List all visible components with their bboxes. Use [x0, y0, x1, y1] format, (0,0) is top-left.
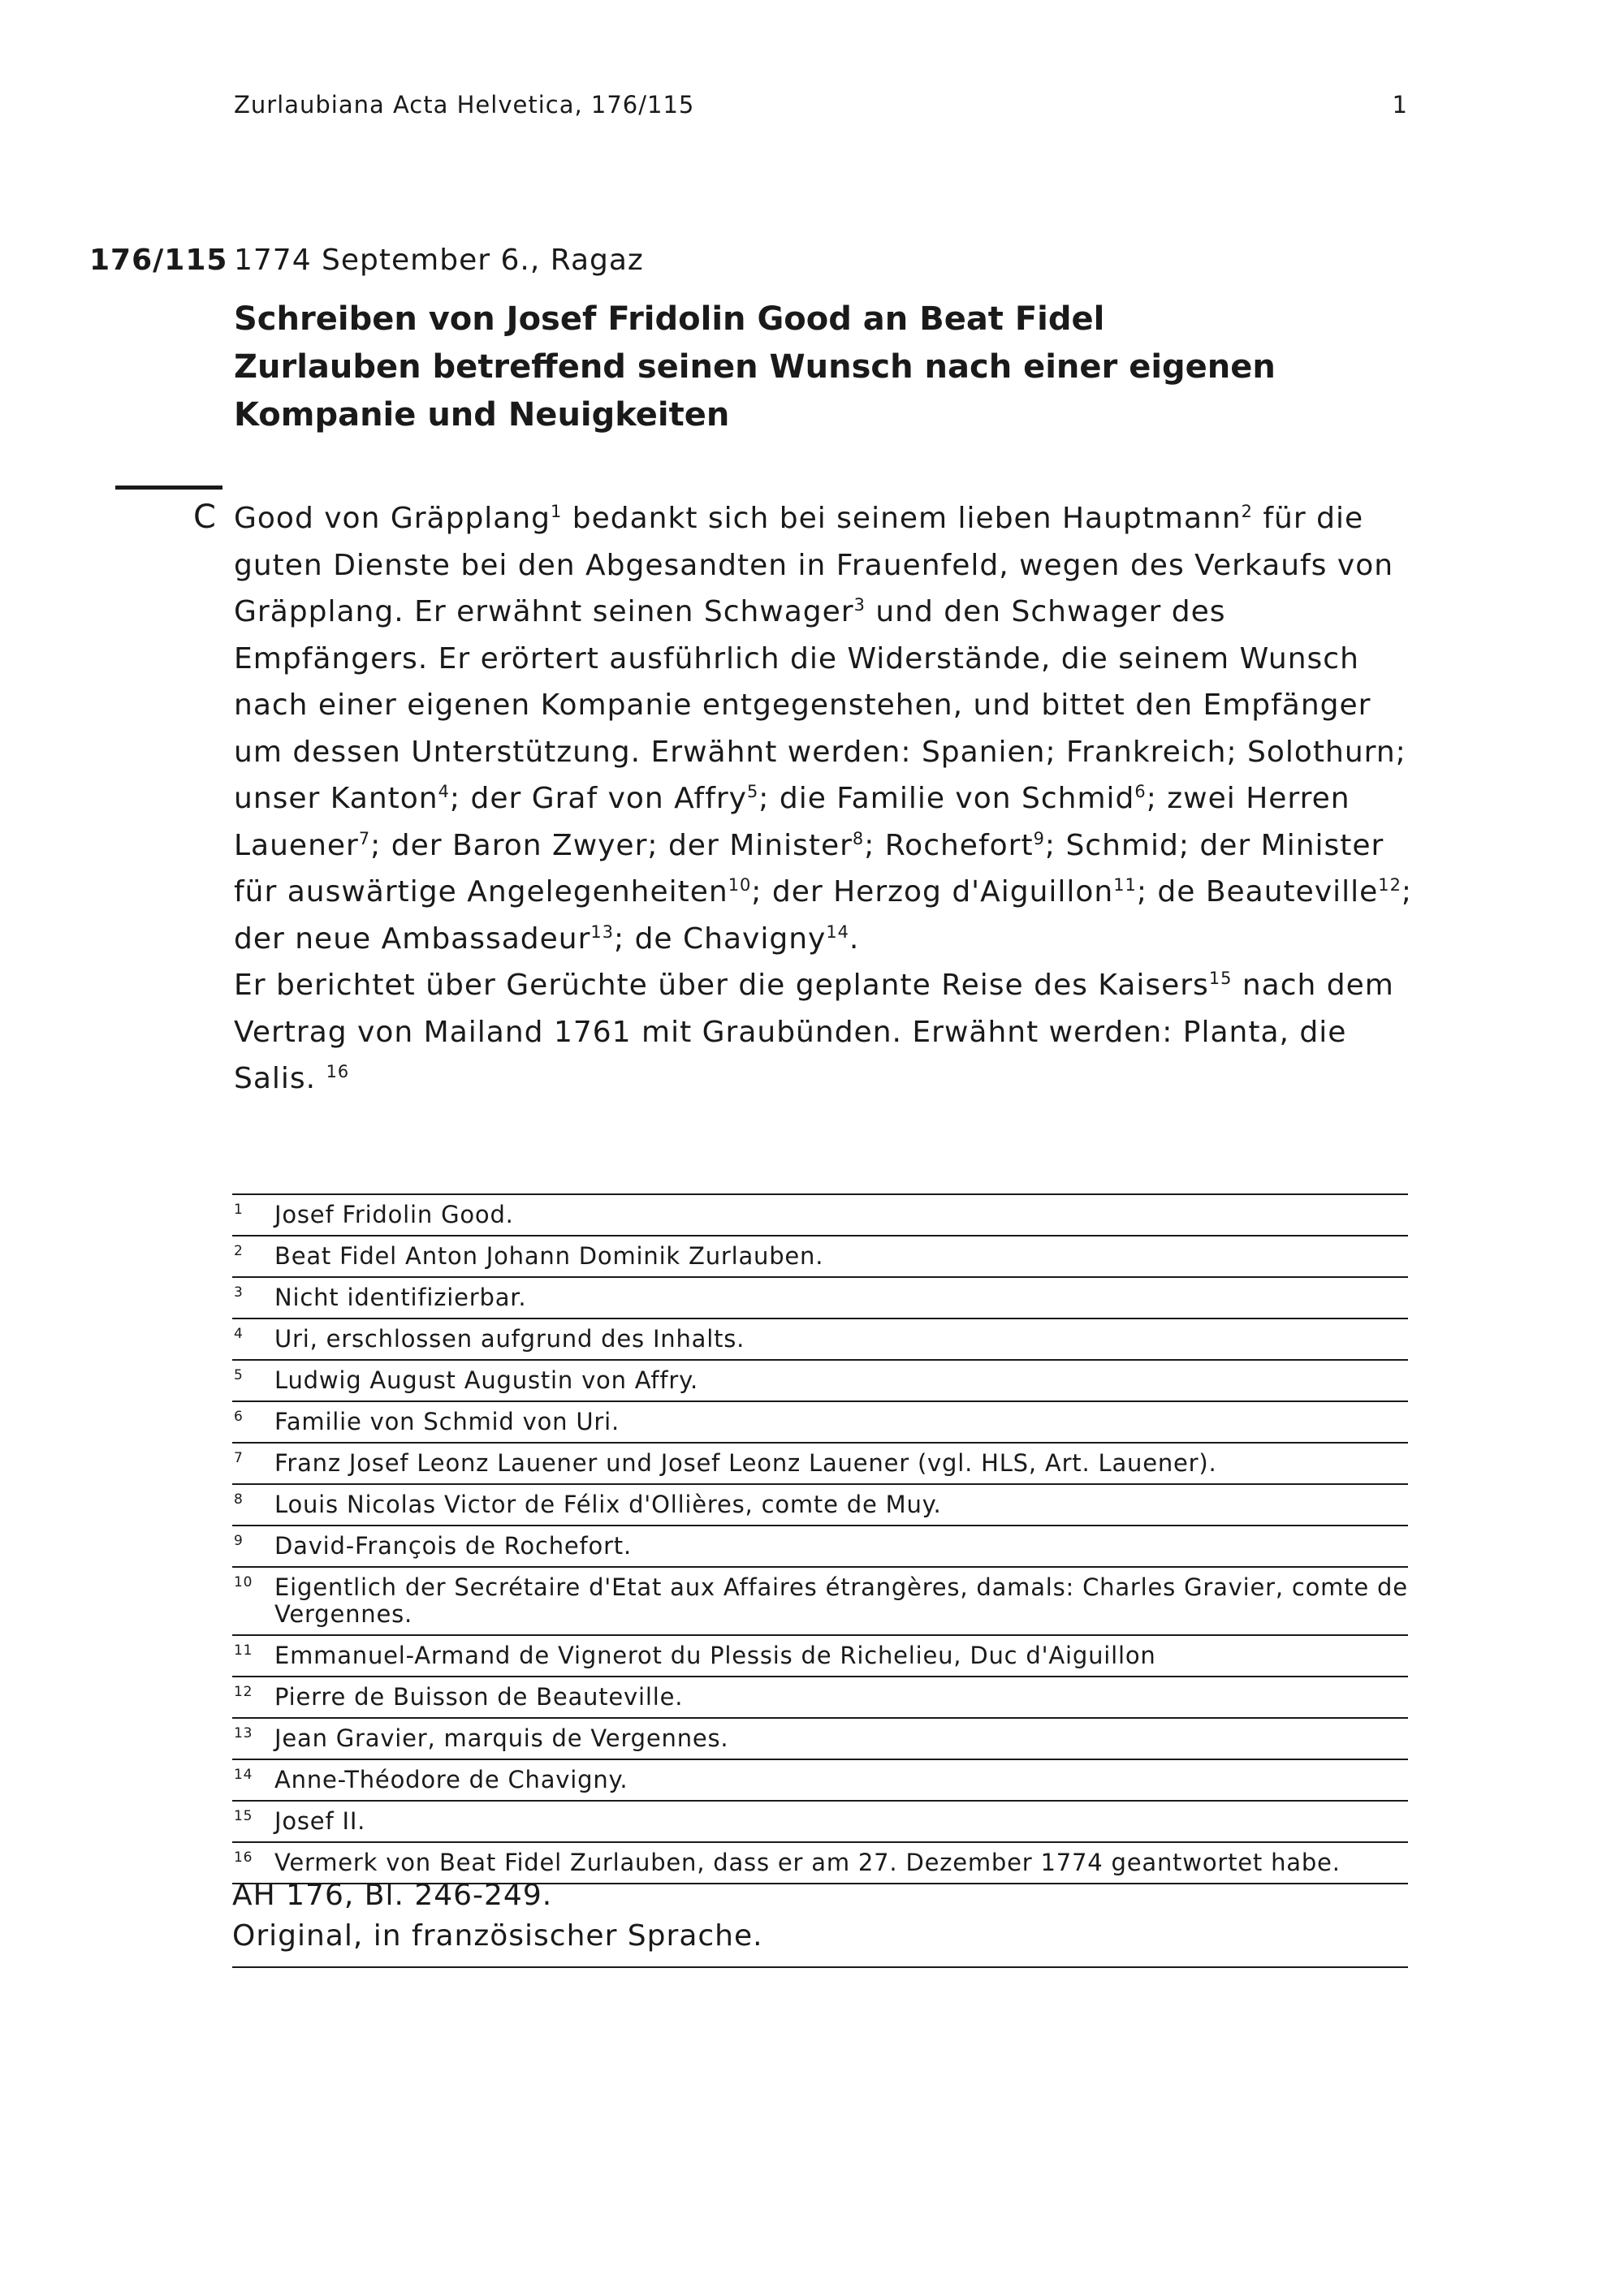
footnote-number: 11: [234, 1642, 253, 1659]
summary-text: .: [849, 921, 860, 956]
footnote-ref[interactable]: 6: [1134, 782, 1147, 801]
footnote-number: 7: [234, 1450, 244, 1466]
summary-text: Er berichtet über Gerüchte über die geplante Reise des Kaisers: [234, 969, 1209, 1002]
summary-text: und den Schwager des Empfängers. Er erörtert ausführlich die Widerstände, die seinem Wunsch nach einer eigenen Kompanie entgegenstehen, und bittet den Empfänger um dessen Unterstützung. Erwähnt werden: Spanien; Frankreich; Solothurn; unser Kanton: [234, 595, 1406, 815]
footnote-number: 6: [234, 1409, 244, 1425]
footnote-ref[interactable]: 1: [551, 502, 563, 521]
footnote-number: 5: [234, 1367, 244, 1383]
footnote-text: Jean Gravier, marquis de Vergennes.: [274, 1724, 729, 1752]
footnote-row: [232, 1677, 1408, 1719]
summary-text: ; die Familie von Schmid: [758, 782, 1135, 815]
footnote-number: 1: [234, 1202, 244, 1218]
entry-id: 176/115: [89, 244, 228, 277]
footnote-text: Josef Fridolin Good.: [274, 1201, 514, 1228]
summary-text: ; de Beauteville: [1136, 875, 1379, 908]
footnote-text: Emmanuel-Armand de Vignerot du Plessis de Richelieu, Duc d'Aiguillon: [274, 1642, 1156, 1669]
footnote-text: David-François de Rochefort.: [274, 1532, 632, 1560]
footnote-ref[interactable]: 9: [1033, 828, 1045, 848]
footnote-text: Ludwig August Augustin von Affry.: [274, 1366, 698, 1394]
footnote-row: [232, 1485, 1408, 1526]
summary-paragraph-1: [234, 495, 1419, 962]
summary-text: nach dem Vertrag von Mailand 1761 mit Graubünden. Erwähnt werden: Planta, die Salis.: [234, 969, 1394, 1095]
summary-text: ; der neue Ambassadeur: [234, 875, 1412, 956]
footnote-ref[interactable]: 11: [1113, 875, 1137, 895]
summary-text: ; der Baron Zwyer; der Minister: [370, 828, 853, 862]
summary-text: bedankt sich bei seinem lieben Hauptmann: [562, 502, 1242, 535]
footnote-row: [232, 1195, 1408, 1236]
footnote-row: [232, 1636, 1408, 1677]
footnote-row: [232, 1402, 1408, 1444]
footnote-ref[interactable]: 8: [852, 828, 865, 848]
footnote-text: Pierre de Buisson de Beauteville.: [274, 1683, 684, 1711]
footnote-row: [232, 1526, 1408, 1568]
footnote-text: Beat Fidel Anton Johann Dominik Zurlauben.: [274, 1242, 824, 1270]
summary-paragraph-2: [234, 962, 1419, 1103]
source-description: Original, in französischer Sprache.: [232, 1919, 763, 1953]
entry-date-place: 1774 September 6., Ragaz: [234, 244, 644, 277]
summary-text: ; der Herzog d'Aiguillon: [751, 875, 1114, 908]
summary-text: ; Schmid; der Minister für auswärtige Angelegenheiten: [234, 828, 1384, 908]
footnote-row: [232, 1719, 1408, 1760]
entry-title: Schreiben von Josef Fridolin Good an Beat Fidel Zurlauben betreffend seinen Wunsch nach einer eigenen Kompanie und Neuigkeiten: [234, 300, 1276, 434]
footnote-number: 10: [234, 1574, 253, 1590]
summary-text: Good von Gräpplang: [234, 502, 551, 535]
running-title: Zurlaubiana Acta Helvetica, 176/115: [234, 91, 695, 119]
footnote-row: [232, 1361, 1408, 1402]
footnote-ref[interactable]: 3: [853, 595, 866, 615]
footnote-ref[interactable]: 15: [1208, 969, 1233, 988]
footnote-text: Nicht identifizierbar.: [274, 1284, 527, 1311]
class-mark: C: [193, 498, 216, 536]
footnote-number: 14: [234, 1767, 253, 1783]
footnote-ref[interactable]: 12: [1378, 875, 1402, 895]
footnote-text: Franz Josef Leonz Lauener und Josef Leonz Lauener (vgl. HLS, Art. Lauener).: [274, 1449, 1217, 1477]
footnote-row: [232, 1802, 1408, 1843]
footnote-row: [232, 1568, 1408, 1636]
footnote-number: 8: [234, 1491, 244, 1508]
footnote-ref[interactable]: 13: [590, 921, 614, 942]
footnote-number: 4: [234, 1326, 244, 1342]
footnote-text: Uri, erschlossen aufgrund des Inhalts.: [274, 1325, 745, 1353]
source-block: [232, 1875, 1408, 1968]
running-head: [234, 91, 1408, 119]
summary-text: ; zwei Herren Lauener: [234, 782, 1350, 862]
footnote-text: Familie von Schmid von Uri.: [274, 1408, 620, 1435]
footnote-text: Josef II.: [274, 1807, 366, 1835]
footnote-text: Eigentlich der Secrétaire d'Etat aux Affaires étrangères, damals: Charles Gravier, comte de Vergennes.: [274, 1573, 1408, 1628]
source-reference: AH 176, Bl. 246-249.: [232, 1879, 553, 1912]
footnote-ref[interactable]: 10: [728, 875, 752, 895]
footnote-text: Anne-Théodore de Chavigny.: [274, 1766, 628, 1793]
footnotes: [232, 1193, 1408, 1884]
footnote-ref[interactable]: 7: [358, 828, 371, 848]
footnote-ref[interactable]: 16: [326, 1062, 350, 1081]
footnote-number: 16: [234, 1849, 253, 1866]
footnote-ref[interactable]: 5: [746, 782, 759, 801]
summary-text: ; Rochefort: [864, 828, 1034, 862]
footnote-ref[interactable]: 4: [438, 782, 450, 801]
page-number: 1: [1392, 91, 1408, 119]
summary-text: ; de Chavigny: [614, 921, 827, 956]
footnote-number: 12: [234, 1684, 253, 1700]
summary-text: ; der Graf von Affry: [449, 782, 747, 815]
footnote-number: 9: [234, 1533, 244, 1549]
footnote-number: 15: [234, 1808, 253, 1824]
footnote-number: 2: [234, 1243, 244, 1259]
footnote-text: Louis Nicolas Victor de Félix d'Ollières, comte de Muy.: [274, 1491, 942, 1518]
footnote-row: [232, 1319, 1408, 1361]
footnote-row: [232, 1760, 1408, 1802]
margin-rule: [115, 486, 222, 490]
footnote-row: [232, 1278, 1408, 1319]
footnote-row: [232, 1444, 1408, 1485]
footnote-ref[interactable]: 14: [826, 921, 849, 942]
summary: [234, 495, 1419, 1103]
footnote-number: 3: [234, 1284, 244, 1301]
footnote-ref[interactable]: 2: [1241, 502, 1253, 521]
footnote-text: Vermerk von Beat Fidel Zurlauben, dass er am 27. Dezember 1774 geantwortet habe.: [274, 1849, 1341, 1876]
footnote-row: [232, 1236, 1408, 1278]
footnote-number: 13: [234, 1725, 253, 1741]
summary-text: für die guten Dienste bei den Abgesandten in Frauenfeld, wegen des Verkaufs von Gräpplang. Er erwähnt seinen Schwager: [234, 502, 1394, 628]
